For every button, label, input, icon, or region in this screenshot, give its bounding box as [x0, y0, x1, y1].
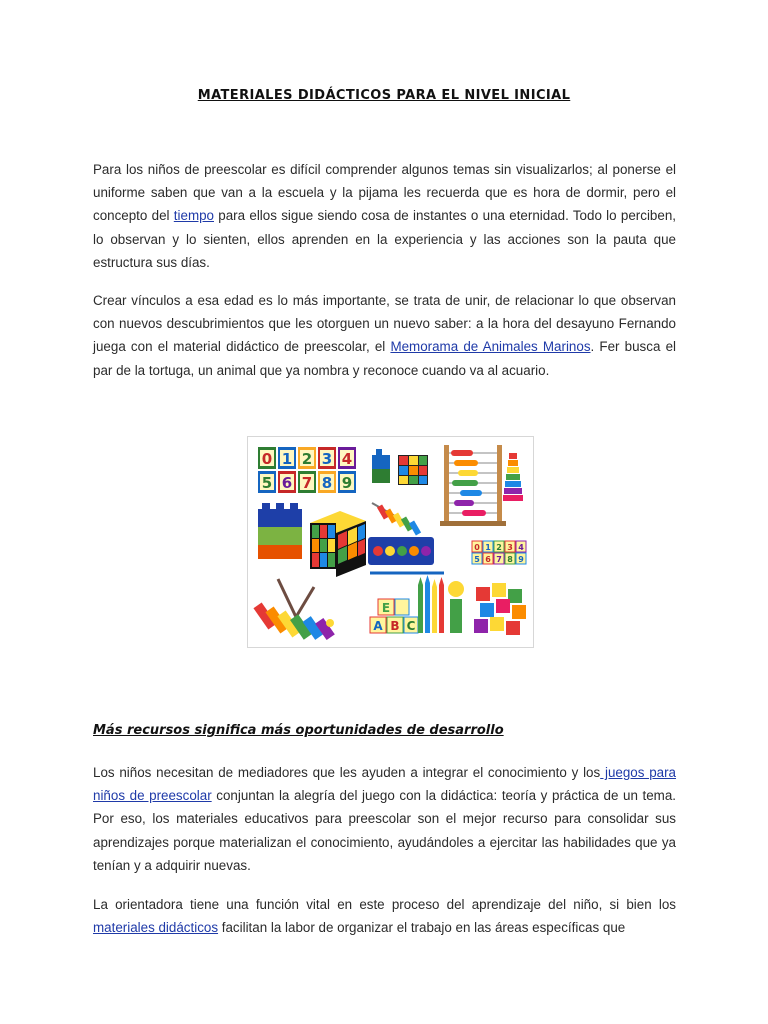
toys-illustration [248, 437, 533, 647]
stacking-tower-toy [503, 453, 523, 501]
number-block-label: 0 [261, 450, 273, 468]
paragraph-2 [93, 289, 676, 382]
paint-set-toy [368, 537, 444, 573]
paragraph-2-text-end: . Fer busca el par de la tortuga, un animal que ya nombra y reconoce cuando va al acuario. [93, 339, 676, 378]
section-subheading: Más recursos significa más oportunidades de desarrollo [93, 723, 504, 738]
small-cube-toy [372, 449, 428, 485]
paragraph-4-text-end: facilitan la labor de organizar el trabajo en las áreas específicas que [218, 920, 626, 936]
letter-block-label: A [373, 619, 383, 633]
number-block-label: 1 [281, 450, 293, 468]
small-block-label: 9 [518, 555, 524, 564]
small-block-label: 6 [485, 555, 491, 564]
number-block-label: 6 [281, 474, 293, 492]
educational-toys-image [247, 436, 534, 648]
link-juegos-para-ninos[interactable]: juegos para niños de preescolar [93, 765, 677, 804]
rubik-cube-toy [310, 511, 366, 577]
link-materiales-didacticos[interactable]: materiales didácticos [93, 920, 219, 936]
paragraph-1-text-start: Para los niños de preescolar es difícil comprender algunos temas sin visualizarlos; al ponerse el uniforme saben que van a la escuela y la pijama les recuerda que es hora de dormir, pero el concepto del [93, 162, 676, 224]
small-block-label: 3 [507, 543, 513, 552]
small-block-label: 4 [518, 543, 524, 552]
small-block-label: 8 [507, 555, 513, 564]
colored-cubes-toy [474, 583, 526, 635]
number-block-label: 7 [301, 474, 313, 492]
small-xylophone-toy [372, 503, 421, 536]
letter-block-label: C [406, 619, 416, 633]
number-blocks [258, 447, 356, 493]
small-block-label: 7 [496, 555, 502, 564]
paragraph-3-text-start: Los niños necesitan de mediadores que les ayuden a integrar el conocimiento y los [93, 765, 601, 780]
small-block-label: 2 [496, 543, 502, 552]
ball-and-cylinder-toy [448, 581, 464, 633]
letter-block-label: B [390, 619, 400, 633]
number-block-label: 9 [341, 474, 353, 492]
paragraph-3 [93, 761, 676, 877]
link-memorama-animales-marinos[interactable]: Memorama de Animales Marinos [390, 339, 591, 355]
number-block-label: 8 [321, 474, 333, 492]
xylophone-toy [253, 579, 334, 640]
letter-block-label: E [381, 601, 391, 615]
small-block-label: 5 [474, 555, 480, 564]
document-title: MATERIALES DIDÁCTICOS PARA EL NIVEL INICIAL [197, 88, 571, 103]
small-block-label: 1 [485, 543, 491, 552]
paragraph-2-text-start: Crear vínculos a esa edad es lo más importante, se trata de unir, de relacionar lo que observan con nuevos descubrimientos que les otorguen un nuevo saber: a la hora del desayuno Fernando juega con el material didáctico de preescolar, el [93, 293, 676, 355]
number-block-label: 2 [301, 450, 313, 468]
paragraph-3-text-end: conjuntan la alegría del juego con la didáctica: teoría y práctica de un tema. Por eso, los materiales educativos para preescolar son el mejor recurso para consolidar sus aprendizajes porque materializan el conocimiento, ayudándoles a ejercitar las habilidades que ya tenían y a adquirir nuevas. [93, 788, 676, 873]
crayons-toy [418, 575, 444, 633]
number-block-label: 4 [341, 450, 353, 468]
link-tiempo[interactable]: tiempo [173, 208, 214, 224]
letter-blocks [370, 599, 418, 633]
number-block-label: 5 [261, 474, 273, 492]
small-block-label: 0 [474, 543, 480, 552]
paragraph-4-text-start: La orientadora tiene una función vital en este proceso del aprendizaje del niño, si bien los [93, 897, 676, 912]
paragraph-1-text-end: para ellos sigue siendo cosa de instantes o una eternidad. Todo lo perciben, lo observan y lo sienten, ellos aprenden en la experiencia y las acciones son la pauta que estructura sus días. [93, 208, 676, 270]
building-bricks-toy [258, 503, 302, 559]
number-block-label: 3 [321, 450, 333, 468]
paragraph-1 [93, 158, 676, 274]
abacus-toy [440, 445, 506, 526]
paragraph-4 [93, 893, 676, 939]
small-number-blocks [472, 541, 526, 564]
